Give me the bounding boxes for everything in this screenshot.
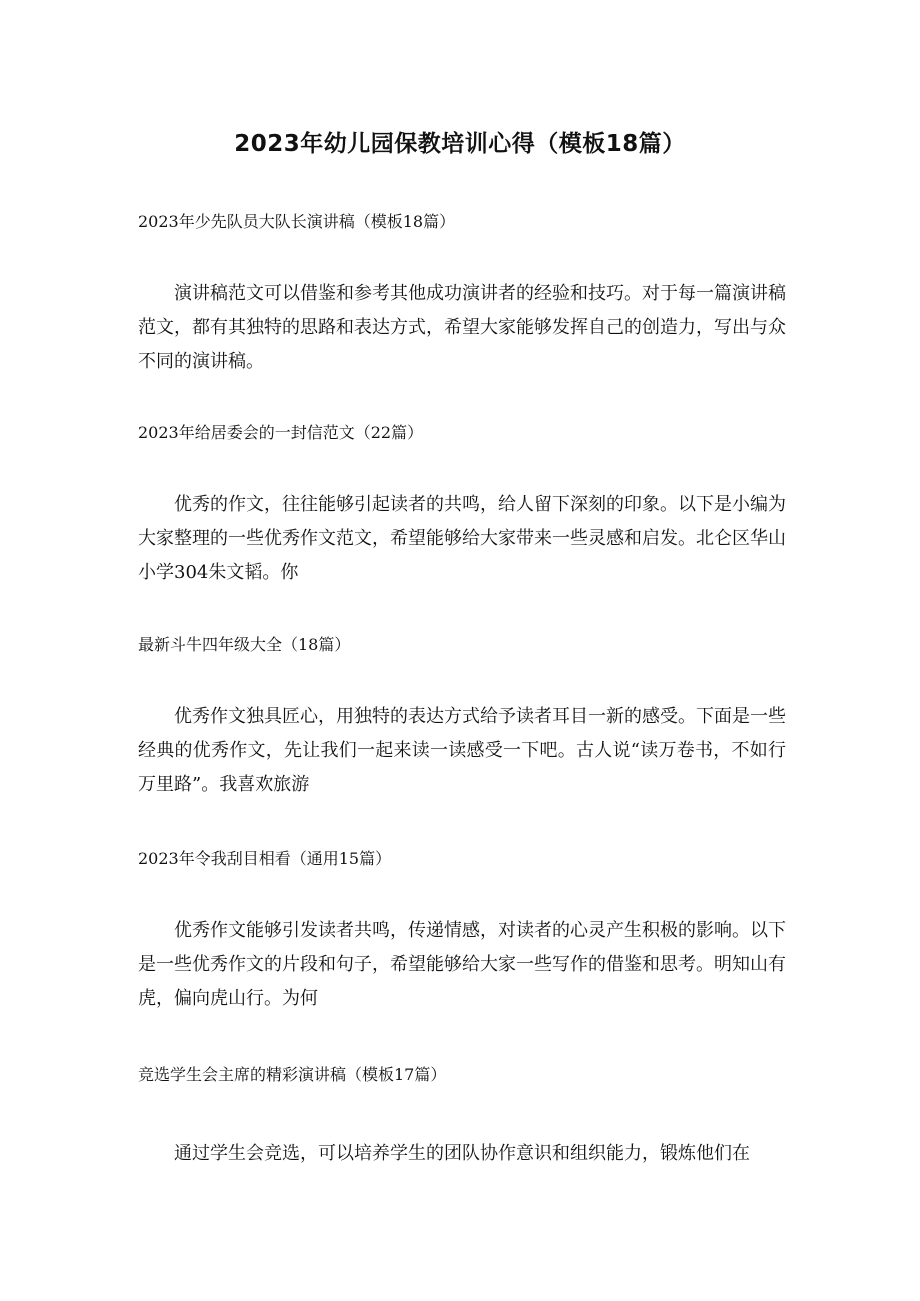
section-heading-2: 2023年给居委会的一封信范文（22篇） [138, 423, 424, 442]
section-heading-4: 2023年令我刮目相看（通用15篇） [138, 849, 392, 868]
section-body-5: 通过学生会竞选，可以培养学生的团队协作意识和组织能力，锻炼他们在 [174, 1143, 750, 1164]
section-heading-1: 2023年少先队员大队长演讲稿（模板18篇） [138, 212, 456, 231]
section-body-2: 优秀的作文，往往能够引起读者的共鸣，给人留下深刻的印象。以下是小编为大家整理的一些优秀作文范文，希望能够给大家带来一些灵感和启发。北仑区华山小学304朱文韬。你 [138, 494, 786, 583]
section-body-1: 演讲稿范文可以借鉴和参考其他成功演讲者的经验和技巧。对于每一篇演讲稿范文，都有其独特的思路和表达方式，希望大家能够发挥自己的创造力，写出与众不同的演讲稿。 [138, 283, 786, 372]
page-title: 2023年幼儿园保教培训心得（模板18篇） [234, 131, 686, 157]
section-heading-3: 最新斗牛四年级大全（18篇） [138, 635, 351, 654]
section-heading-5: 竞选学生会主席的精彩演讲稿（模板17篇） [138, 1065, 447, 1084]
section-body-4: 优秀作文能够引发读者共鸣，传递情感，对读者的心灵产生积极的影响。以下是一些优秀作文的片段和句子，希望能够给大家一些写作的借鉴和思考。明知山有虎，偏向虎山行。为何 [138, 920, 786, 1009]
section-body-3: 优秀作文独具匠心，用独特的表达方式给予读者耳目一新的感受。下面是一些经典的优秀作文，先让我们一起来读一读感受一下吧。古人说“读万卷书，不如行万里路”。我喜欢旅游 [138, 706, 786, 795]
